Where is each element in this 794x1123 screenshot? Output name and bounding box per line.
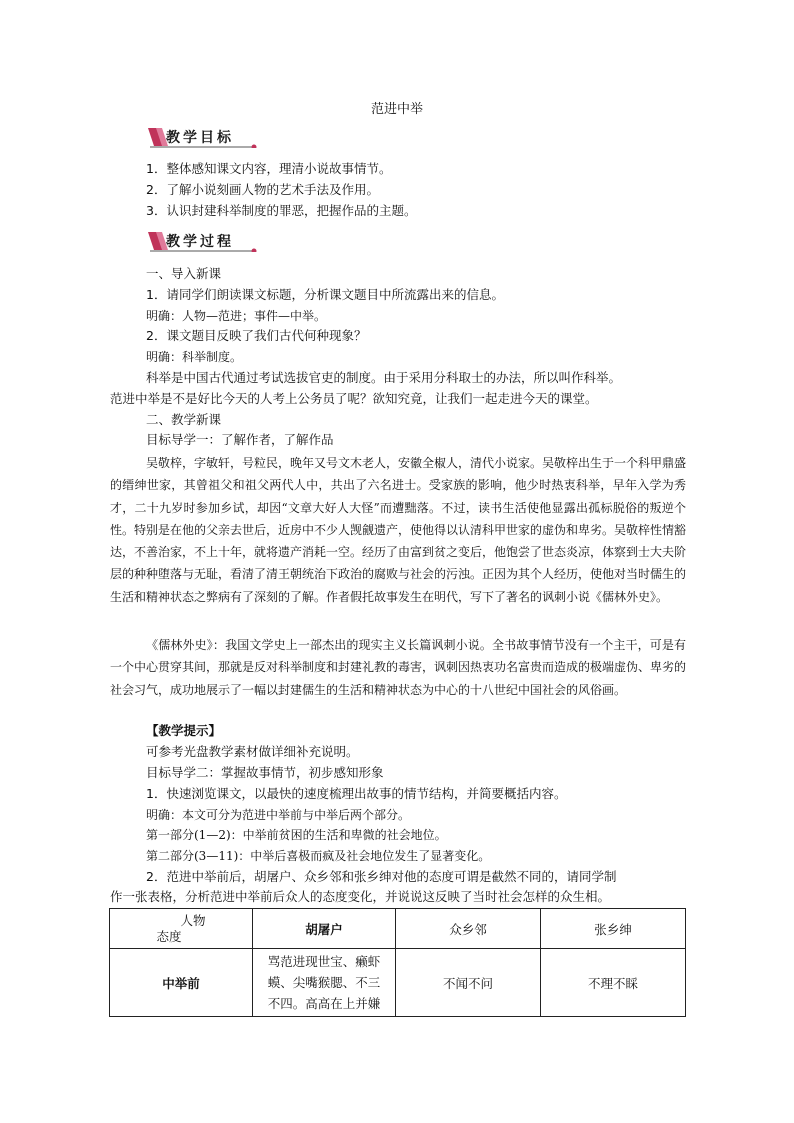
book-paragraph [110,634,686,701]
tip-heading: 【教学提示】 [146,723,222,738]
corner-top-label: 人物 [180,912,206,928]
table-header-cell: 张乡绅 [541,909,686,949]
table-header-row [110,909,686,949]
task-2: 2．范进中举前后，胡屠户、众乡邻和张乡绅对他的态度可谓是截然不同的，请同学制 [146,869,617,884]
table-row [110,949,686,1017]
section-banner-process [148,230,260,252]
tip-text: 可参考光盘教学素材做详细补充说明。 [146,744,359,759]
task-1-answer: 明确：本文可分为范进中举前与中举后两个部分。 [146,808,411,822]
answer-2: 明确：科举制度。 [146,350,243,364]
heading-part1: 一、导入新课 [146,266,222,281]
goal-item: 2．了解小说刻画人物的艺术手法及作用。 [146,182,379,197]
author-paragraph-text: 吴敬梓，字敏轩，号粒民，晚年又号文木老人，安徽全椒人，清代小说家。吴敬梓出生于一个科甲鼎盛的缙绅世家，其曾祖父和祖父两代人中，共出了六名进士。受家族的影响，他少时热衷科举，早年入学为秀才，二十九岁时参加乡试，却因“文章大好人大怪”而遭黜落。不过，读书生活使他显露出孤标脱俗的叛逆个性。特别是在他的父亲去世后，近房中不少人觊觎遗产，使他得以认清科甲世家的虚伪和卑劣。吴敬梓性情豁达，不善治家，不上十年，就将遗产消耗一空。经历了由富到贫之变后，他饱尝了世态炎凉，体察到士大夫阶层的种种堕落与无耻，看清了清王朝统治下政治的腐败与社会的污浊。正因为其个人经历，使他对当时儒生的生活和精神状态之弊病有了深刻的了解。作者假托故事发生在明代，写下了著名的讽刺小说《儒林外史》。 [110,456,687,604]
banner-label: 教学过程 [166,234,234,250]
cell-line: 不四。高高在上并嫌 [267,996,381,1011]
table-cell-squire: 不理不睬 [541,949,686,1017]
banner-label: 教学目标 [166,130,234,146]
book-paragraph-text: 《儒林外史》：我国文学史上一部杰出的现实主义长篇讽刺小说。全书故事情节没有一个主干，可是有一个中心贯穿其间，那就是反对科举制度和封建礼教的毒害，讽刺因热衷功名富贵而造成的极端虚伪、卑劣的社会习气，成功地展示了一幅以封建儒生的生活和精神状态为中心的十八世纪中国社会的风俗画。 [110,638,687,697]
intro-text: 科举是中国古代通过考试选拔官吏的制度。由于采用分科取士的办法，所以叫作科举。 [146,370,622,385]
table-row-label: 中举前 [110,949,253,1017]
guide-heading-1: 目标导学一：了解作者，了解作品 [146,432,334,447]
goal-item: 3．认识封建科举制度的罪恶，把握作品的主题。 [146,203,417,218]
page-title: 范进中举 [370,102,423,117]
section-banner-goals [148,126,260,148]
cell-line: 蟆、尖嘴猴腮、不三 [267,975,381,990]
part-a: 第一部分(1—2)：中举前贫困的生活和卑微的社会地位。 [146,828,447,842]
part-b: 第二部分(3—11)：中举后喜极而疯及社会地位发生了显著变化。 [146,849,491,863]
answer-1: 明确：人物—范进；事件—中举。 [146,309,327,323]
attitude-table [109,908,686,1017]
author-paragraph [110,452,686,608]
intro-text: 范进中举是不是好比今天的人考上公务员了呢？欲知究竟，让我们一起走进今天的课堂。 [110,391,598,406]
table-header-cell: 胡屠户 [253,909,396,949]
table-corner-cell [110,909,253,949]
task-1: 1．快速浏览课文，以最快的速度梳理出故事的情节结构，并简要概括内容。 [146,786,567,801]
corner-bottom-label: 态度 [156,928,182,944]
question-2: 2．课文题目反映了我们古代何种现象？ [146,328,367,343]
table-header-cell: 众乡邻 [396,909,541,949]
task-2: 作一张表格，分析范进中举前后众人的态度变化，并说说这反映了当时社会怎样的众生相。 [110,889,611,904]
goal-item: 1．整体感知课文内容，理清小说故事情节。 [146,161,392,176]
guide-heading-2: 目标导学二：掌握故事情节，初步感知形象 [146,765,384,780]
heading-part2: 二、教学新课 [146,412,222,427]
table-cell-hu [253,949,396,1017]
question-1: 1．请同学们朗读课文标题，分析课文题目中所流露出来的信息。 [146,287,504,302]
cell-line: 骂范进现世宝、癞虾 [267,954,381,969]
table-cell-neighbors: 不闻不问 [396,949,541,1017]
